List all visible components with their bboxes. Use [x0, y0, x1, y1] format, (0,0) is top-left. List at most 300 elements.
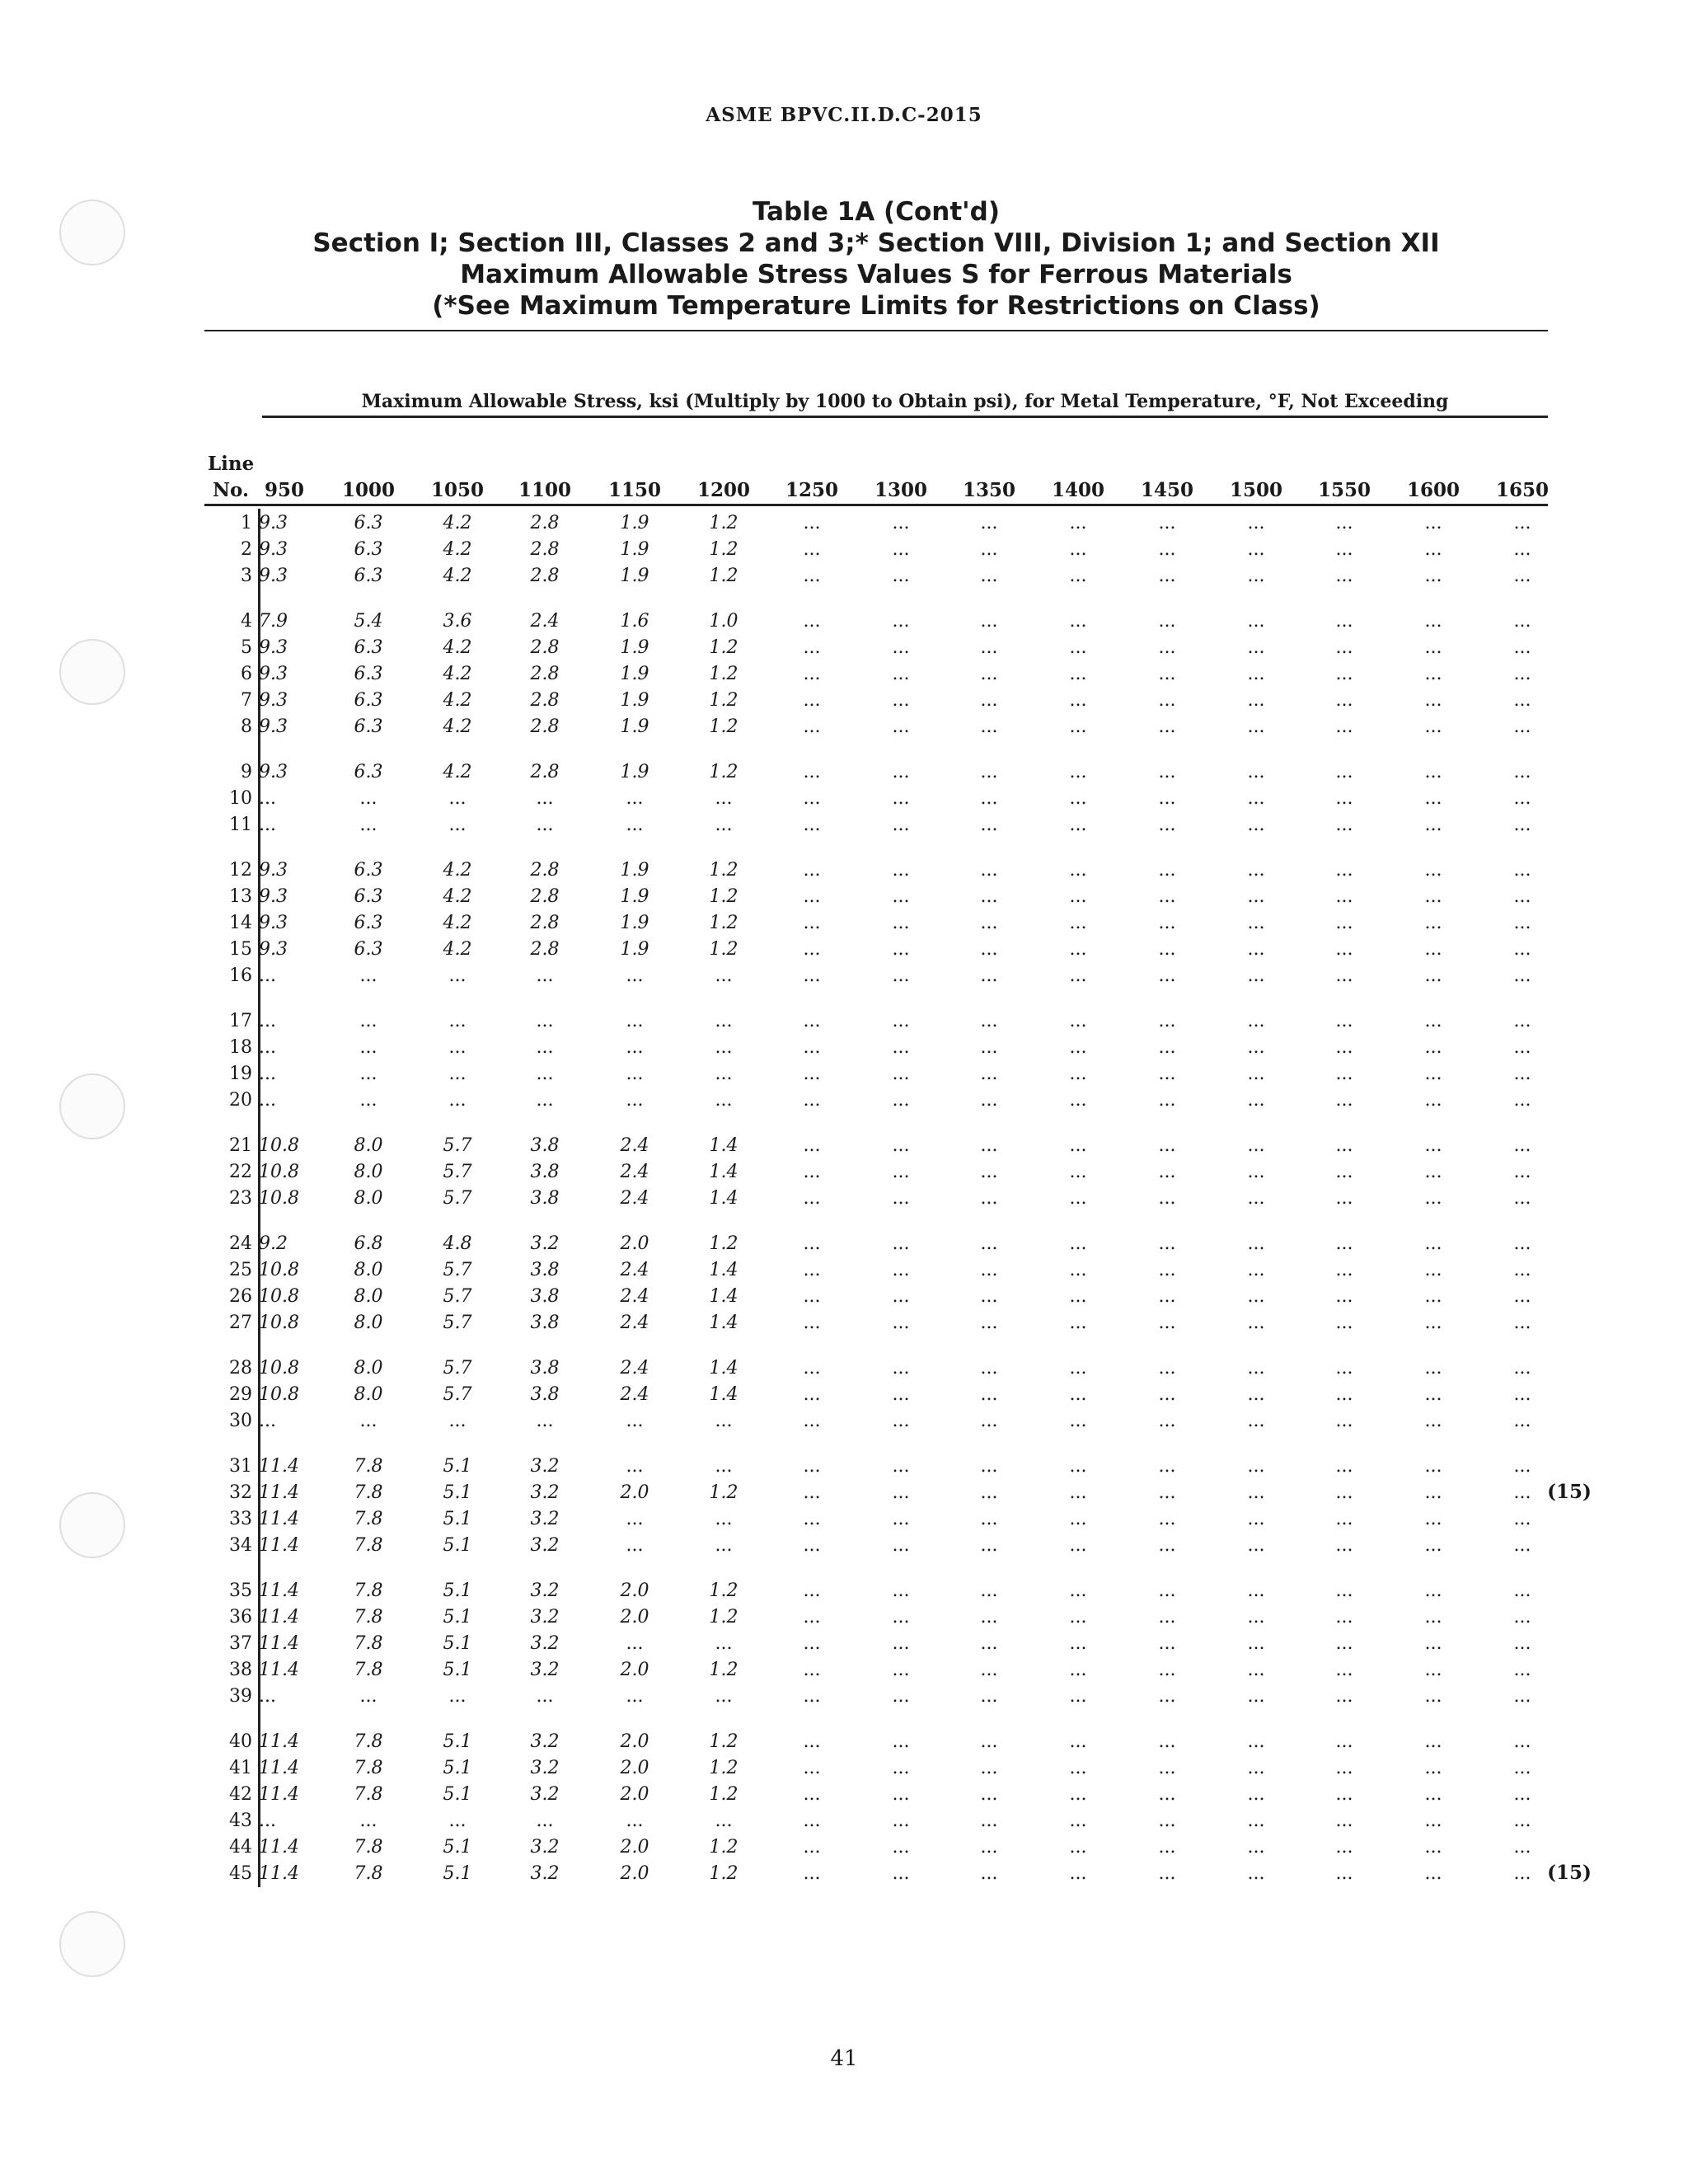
stress-value: ... — [892, 1758, 910, 1778]
line-number: 15 — [229, 939, 252, 960]
stress-value: ... — [1069, 762, 1087, 782]
stress-value: ... — [1069, 1863, 1087, 1884]
stress-value: 1.2 — [709, 513, 738, 533]
line-number: 38 — [229, 1660, 252, 1680]
stress-value: 3.8 — [530, 1313, 560, 1333]
stress-value: ... — [1513, 716, 1531, 737]
revision-note: (15) — [1547, 1481, 1592, 1503]
stress-value: ... — [1335, 611, 1353, 632]
stress-value: ... — [536, 1037, 554, 1058]
stress-value: ... — [1335, 1090, 1353, 1111]
stress-value: 1.2 — [709, 860, 738, 881]
stress-value: ... — [1424, 1509, 1442, 1529]
stress-value: 1.4 — [709, 1358, 738, 1379]
stress-value: ... — [1513, 1660, 1531, 1680]
stress-value: ... — [803, 762, 821, 782]
stress-value: ... — [1158, 1660, 1176, 1680]
table-row — [204, 1633, 1564, 1660]
stress-value: ... — [803, 690, 821, 711]
stress-value: 3.2 — [530, 1607, 560, 1627]
line-number: 11 — [229, 815, 252, 835]
stress-value: ... — [892, 1633, 910, 1654]
stress-value: ... — [1069, 664, 1087, 684]
stress-value: ... — [536, 1090, 554, 1111]
column-header: 1500 — [1229, 479, 1282, 501]
table-row — [204, 1260, 1564, 1286]
stress-value: ... — [803, 1607, 821, 1627]
line-number: 37 — [229, 1633, 252, 1654]
stress-value: ... — [359, 815, 377, 835]
stress-value: ... — [1158, 539, 1176, 560]
stress-value: ... — [892, 939, 910, 960]
stress-value: ... — [1335, 566, 1353, 586]
stress-value: ... — [1158, 1607, 1176, 1627]
stress-value: 1.9 — [620, 762, 649, 782]
stress-value: ... — [1424, 815, 1442, 835]
stress-value: ... — [892, 637, 910, 658]
table-row — [204, 1535, 1564, 1562]
stress-value: ... — [1069, 815, 1087, 835]
stress-value: ... — [1424, 788, 1442, 809]
stress-value: ... — [1424, 1358, 1442, 1379]
stress-value: ... — [1335, 1731, 1353, 1752]
stress-value: 5.7 — [443, 1313, 472, 1333]
stress-value: 11.4 — [259, 1482, 299, 1503]
table-row — [204, 611, 1564, 637]
stress-value: 1.2 — [709, 566, 738, 586]
stress-value: 2.8 — [530, 886, 560, 907]
title-line-3: Maximum Allowable Stress Values S for Ferrous Materials — [460, 260, 1292, 289]
stress-value: ... — [892, 716, 910, 737]
stress-value: ... — [1513, 1090, 1531, 1111]
stress-value: ... — [980, 886, 998, 907]
stress-value: 1.2 — [709, 1482, 738, 1503]
stress-value: ... — [715, 1686, 733, 1707]
stress-value: 3.2 — [530, 1863, 560, 1884]
stress-value: ... — [1335, 637, 1353, 658]
table-row — [204, 1286, 1564, 1313]
stress-value: ... — [1335, 1260, 1353, 1280]
stress-value: 6.3 — [354, 939, 383, 960]
line-number: 42 — [229, 1784, 252, 1805]
stress-value: ... — [1247, 1784, 1265, 1805]
stress-value: 5.1 — [443, 1535, 472, 1556]
stub-head-no: No. — [213, 479, 249, 501]
column-header: 1650 — [1495, 479, 1549, 501]
stress-value: ... — [892, 1837, 910, 1858]
stress-value: ... — [1247, 860, 1265, 881]
stress-value: ... — [1158, 1758, 1176, 1778]
column-header: 1350 — [962, 479, 1015, 501]
stress-value: 6.3 — [354, 539, 383, 560]
stress-value: ... — [892, 788, 910, 809]
stress-value: ... — [1247, 539, 1265, 560]
stress-value: ... — [1247, 1837, 1265, 1858]
stress-value: ... — [1424, 1313, 1442, 1333]
stress-value: ... — [1335, 1607, 1353, 1627]
stress-value: 4.2 — [443, 886, 472, 907]
stress-value: ... — [536, 1811, 554, 1831]
stress-value: 10.8 — [259, 1162, 299, 1182]
stress-value: 2.4 — [620, 1188, 649, 1209]
table-row — [204, 1064, 1564, 1090]
stress-value: 7.8 — [354, 1535, 383, 1556]
column-header: 1050 — [430, 479, 484, 501]
stress-value: 3.2 — [530, 1233, 560, 1254]
stress-value: ... — [892, 539, 910, 560]
stress-value: ... — [1069, 1260, 1087, 1280]
stress-value: ... — [1424, 1633, 1442, 1654]
stress-value: ... — [626, 1811, 644, 1831]
stress-value: ... — [1335, 788, 1353, 809]
stress-value: 1.2 — [709, 762, 738, 782]
stress-value: ... — [1335, 1535, 1353, 1556]
stress-value: ... — [1513, 1411, 1531, 1431]
stress-value: ... — [1335, 1580, 1353, 1601]
stress-value: ... — [892, 1233, 910, 1254]
stress-value: ... — [1069, 1162, 1087, 1182]
line-number: 20 — [229, 1090, 252, 1111]
stress-value: 5.1 — [443, 1509, 472, 1529]
stress-value: ... — [980, 637, 998, 658]
stress-value: ... — [1247, 1313, 1265, 1333]
stress-value: 1.4 — [709, 1260, 738, 1280]
stress-value: ... — [1247, 1686, 1265, 1707]
stress-value: ... — [1335, 1686, 1353, 1707]
stress-value: 2.0 — [620, 1731, 649, 1752]
stress-value: ... — [1158, 939, 1176, 960]
stress-value: 5.1 — [443, 1731, 472, 1752]
table-row — [204, 1384, 1564, 1411]
punch-hole — [59, 639, 125, 705]
stress-value: ... — [1158, 1384, 1176, 1405]
stress-value: ... — [1247, 1456, 1265, 1477]
stress-value: 1.2 — [709, 1607, 738, 1627]
stress-value: 2.8 — [530, 513, 560, 533]
stress-value: ... — [803, 664, 821, 684]
stress-value: 8.0 — [354, 1162, 383, 1182]
stress-value: ... — [803, 1837, 821, 1858]
stress-value: 9.3 — [259, 860, 288, 881]
stress-value: ... — [1335, 716, 1353, 737]
line-number: 40 — [229, 1731, 252, 1752]
punch-hole — [59, 1492, 125, 1558]
stress-value: ... — [892, 1011, 910, 1031]
stress-value: ... — [892, 1811, 910, 1831]
table-row — [204, 1358, 1564, 1384]
table-row — [204, 664, 1564, 690]
stress-value: ... — [803, 1633, 821, 1654]
stress-value: ... — [803, 788, 821, 809]
stress-value: 2.8 — [530, 566, 560, 586]
stress-value: ... — [1513, 965, 1531, 986]
stress-value: 5.1 — [443, 1863, 472, 1884]
stress-value: 4.2 — [443, 566, 472, 586]
stress-value: ... — [1513, 664, 1531, 684]
stress-value: 10.8 — [259, 1313, 299, 1333]
stress-value: 7.8 — [354, 1758, 383, 1778]
stress-value: ... — [803, 1731, 821, 1752]
stress-value: ... — [626, 1686, 644, 1707]
stress-value: ... — [1513, 860, 1531, 881]
stress-value: ... — [1513, 1358, 1531, 1379]
stress-value: ... — [359, 965, 377, 986]
stress-value: ... — [1513, 513, 1531, 533]
stress-value: ... — [259, 1011, 276, 1031]
table-row — [204, 539, 1564, 566]
stress-value: ... — [803, 1064, 821, 1084]
stress-value: ... — [1069, 1731, 1087, 1752]
stress-value: ... — [626, 1509, 644, 1529]
stress-value: ... — [980, 788, 998, 809]
stress-value: ... — [626, 815, 644, 835]
stress-value: 10.8 — [259, 1384, 299, 1405]
column-header: 1300 — [874, 479, 927, 501]
stress-value: ... — [892, 566, 910, 586]
stress-value: 2.8 — [530, 664, 560, 684]
stress-value: ... — [980, 1509, 998, 1529]
stress-value: ... — [892, 1135, 910, 1156]
stress-value: ... — [1069, 690, 1087, 711]
stress-value: ... — [1424, 1837, 1442, 1858]
stress-value: ... — [1158, 913, 1176, 933]
stress-value: 2.8 — [530, 637, 560, 658]
stress-value: ... — [1069, 1064, 1087, 1084]
stress-value: ... — [980, 664, 998, 684]
stress-value: 3.2 — [530, 1509, 560, 1529]
stress-value: ... — [1335, 513, 1353, 533]
stress-value: ... — [1158, 1090, 1176, 1111]
table-row — [204, 1811, 1564, 1837]
table-row — [204, 513, 1564, 539]
stress-value: ... — [803, 1411, 821, 1431]
stress-value: 6.3 — [354, 637, 383, 658]
stress-value: 9.3 — [259, 690, 288, 711]
stress-value: ... — [803, 1313, 821, 1333]
stress-value: 4.2 — [443, 762, 472, 782]
stress-value: ... — [1335, 1456, 1353, 1477]
stress-value: ... — [715, 1633, 733, 1654]
stress-value: ... — [1513, 637, 1531, 658]
stress-value: ... — [259, 815, 276, 835]
stress-value: ... — [892, 1260, 910, 1280]
stress-value: ... — [1335, 1011, 1353, 1031]
stress-value: 3.8 — [530, 1286, 560, 1307]
stress-value: ... — [1158, 965, 1176, 986]
stress-value: 9.3 — [259, 939, 288, 960]
table-row — [204, 1313, 1564, 1339]
line-number: 29 — [229, 1384, 252, 1405]
stress-value: ... — [980, 939, 998, 960]
stress-value: 6.3 — [354, 690, 383, 711]
stress-value: 9.2 — [259, 1233, 288, 1254]
line-number: 30 — [229, 1411, 252, 1431]
stress-value: 8.0 — [354, 1358, 383, 1379]
stress-value: ... — [1158, 1358, 1176, 1379]
stress-value: ... — [1424, 1188, 1442, 1209]
stress-value: ... — [1158, 1135, 1176, 1156]
stress-value: ... — [980, 566, 998, 586]
stress-value: ... — [1513, 1758, 1531, 1778]
stress-value: 1.2 — [709, 539, 738, 560]
line-number: 2 — [241, 539, 252, 560]
stress-value: ... — [980, 1580, 998, 1601]
stress-value: ... — [803, 513, 821, 533]
stress-value: ... — [980, 1011, 998, 1031]
punch-hole — [59, 200, 125, 265]
stress-value: 3.2 — [530, 1580, 560, 1601]
header-rule — [204, 504, 1548, 506]
stress-value: ... — [1247, 664, 1265, 684]
stress-value: ... — [1247, 1607, 1265, 1627]
stress-value: ... — [1513, 1535, 1531, 1556]
stress-value: 3.2 — [530, 1456, 560, 1477]
stress-value: ... — [1158, 1811, 1176, 1831]
stress-value: ... — [448, 1037, 467, 1058]
stress-value: ... — [1513, 1784, 1531, 1805]
stress-value: 3.6 — [443, 611, 472, 632]
stress-value: 5.1 — [443, 1456, 472, 1477]
stress-value: ... — [1424, 1456, 1442, 1477]
table-row — [204, 886, 1564, 913]
stress-value: 11.4 — [259, 1731, 299, 1752]
stress-value: ... — [715, 1456, 733, 1477]
stress-value: 3.8 — [530, 1188, 560, 1209]
stress-value: 2.8 — [530, 762, 560, 782]
stress-value: ... — [892, 664, 910, 684]
line-number: 8 — [241, 716, 252, 737]
stress-value: ... — [892, 690, 910, 711]
stress-value: 11.4 — [259, 1509, 299, 1529]
stress-value: 5.7 — [443, 1135, 472, 1156]
stress-value: ... — [803, 1233, 821, 1254]
stress-value: ... — [803, 1384, 821, 1405]
stress-value: 2.4 — [620, 1135, 649, 1156]
stress-value: ... — [1158, 1509, 1176, 1529]
stress-value: ... — [1158, 1064, 1176, 1084]
stress-value: ... — [892, 1509, 910, 1529]
stress-value: ... — [980, 611, 998, 632]
stress-value: ... — [448, 815, 467, 835]
stress-value: 2.4 — [530, 611, 560, 632]
stress-value: ... — [1247, 1633, 1265, 1654]
stress-value: ... — [715, 1811, 733, 1831]
stress-value: ... — [359, 1411, 377, 1431]
stress-value: 1.2 — [709, 637, 738, 658]
stress-value: ... — [1335, 1411, 1353, 1431]
line-number: 44 — [229, 1837, 252, 1858]
stress-value: 5.7 — [443, 1188, 472, 1209]
stress-value: 4.2 — [443, 860, 472, 881]
table-row — [204, 1233, 1564, 1260]
stress-value: 11.4 — [259, 1784, 299, 1805]
stress-value: ... — [1335, 1863, 1353, 1884]
stress-value: ... — [536, 788, 554, 809]
stress-value: ... — [803, 1456, 821, 1477]
stress-value: ... — [1335, 815, 1353, 835]
stress-value: ... — [448, 965, 467, 986]
stress-value: ... — [1069, 1633, 1087, 1654]
revision-note: (15) — [1547, 1862, 1592, 1884]
stress-value: 2.0 — [620, 1660, 649, 1680]
stress-value: ... — [359, 1811, 377, 1831]
stress-value: ... — [1513, 1135, 1531, 1156]
stress-value: 1.2 — [709, 1784, 738, 1805]
stress-value: ... — [803, 1784, 821, 1805]
stress-value: ... — [1335, 913, 1353, 933]
line-number: 6 — [241, 664, 252, 684]
stress-value: 1.6 — [620, 611, 649, 632]
stress-value: 4.2 — [443, 637, 472, 658]
stress-value: ... — [1335, 1509, 1353, 1529]
stress-value: ... — [1424, 1064, 1442, 1084]
line-number: 13 — [229, 886, 252, 907]
title-line-1: Table 1A (Cont'd) — [752, 197, 1000, 227]
table-row — [204, 815, 1564, 841]
table-row — [204, 965, 1564, 992]
stress-value: ... — [892, 1731, 910, 1752]
table-row — [204, 1837, 1564, 1863]
stress-value: ... — [715, 1509, 733, 1529]
stress-value: ... — [1247, 762, 1265, 782]
table-row — [204, 860, 1564, 886]
stress-value: 7.8 — [354, 1509, 383, 1529]
stress-value: ... — [1335, 1482, 1353, 1503]
line-number: 24 — [229, 1233, 252, 1254]
stress-value: ... — [1424, 1135, 1442, 1156]
stress-value: ... — [1335, 886, 1353, 907]
table-row — [204, 716, 1564, 743]
column-header: 1600 — [1406, 479, 1460, 501]
stress-value: ... — [1247, 913, 1265, 933]
stress-value: ... — [980, 1286, 998, 1307]
column-header: 1200 — [696, 479, 750, 501]
stress-value: 1.2 — [709, 913, 738, 933]
stress-value: ... — [1247, 939, 1265, 960]
stress-value: ... — [1158, 1313, 1176, 1333]
stress-value: 5.1 — [443, 1758, 472, 1778]
stress-value: 1.4 — [709, 1188, 738, 1209]
stress-value: 1.2 — [709, 716, 738, 737]
stress-value: 5.1 — [443, 1784, 472, 1805]
stress-value: ... — [1247, 1188, 1265, 1209]
stress-value: ... — [536, 815, 554, 835]
stress-value: 1.2 — [709, 1863, 738, 1884]
stress-value: 4.2 — [443, 513, 472, 533]
line-number: 39 — [229, 1686, 252, 1707]
table-row — [204, 1135, 1564, 1162]
stress-value: ... — [359, 1064, 377, 1084]
stress-value: ... — [1247, 1286, 1265, 1307]
stress-value: ... — [626, 1456, 644, 1477]
stress-value: 5.1 — [443, 1580, 472, 1601]
stress-value: 2.0 — [620, 1758, 649, 1778]
stress-value: ... — [980, 1162, 998, 1182]
stress-value: ... — [1513, 913, 1531, 933]
stress-value: 5.7 — [443, 1358, 472, 1379]
table-row — [204, 1580, 1564, 1607]
stress-value: 7.8 — [354, 1731, 383, 1752]
stress-value: ... — [892, 762, 910, 782]
stress-value: ... — [715, 788, 733, 809]
stress-value: ... — [1069, 1758, 1087, 1778]
stress-value: ... — [1424, 1286, 1442, 1307]
table-row — [204, 1188, 1564, 1214]
stress-value: 1.9 — [620, 513, 649, 533]
stress-value: 2.8 — [530, 539, 560, 560]
stress-value: 8.0 — [354, 1286, 383, 1307]
stress-value: 11.4 — [259, 1863, 299, 1884]
